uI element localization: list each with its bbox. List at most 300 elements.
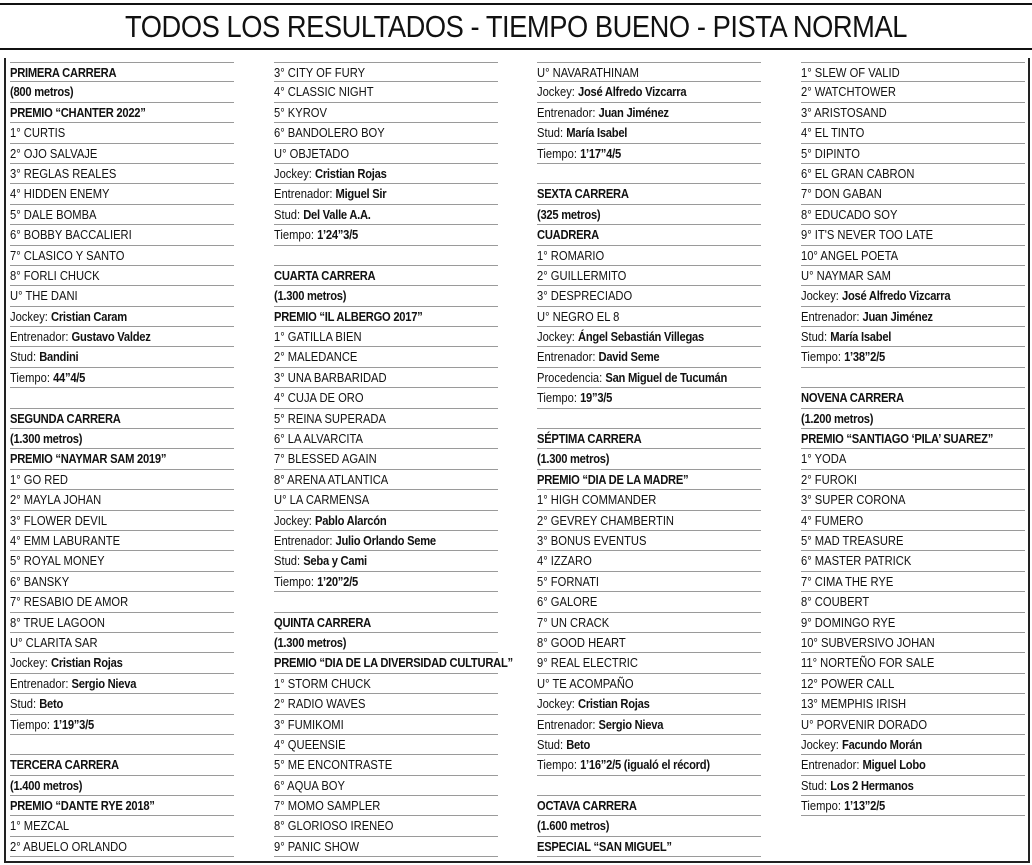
detail-value: Sergio Nieva — [71, 675, 137, 691]
finisher-row — [10, 205, 234, 225]
race-detail-row — [274, 184, 498, 204]
finisher-row — [537, 613, 761, 633]
row-text: 2° MALEDANCE — [274, 349, 358, 365]
spacer-row — [537, 409, 761, 429]
finisher-row — [10, 490, 234, 510]
finisher-row — [801, 715, 1025, 735]
row-text: 3° ARISTOSAND — [801, 104, 887, 120]
row-text: 4° HIDDEN ENEMY — [10, 186, 110, 202]
finisher-row — [801, 144, 1025, 164]
detail-label: Tiempo: — [537, 757, 581, 773]
finisher-row — [274, 82, 498, 102]
detail-value: Cristian Rojas — [51, 655, 123, 671]
row-text: 2° GEVREY CHAMBERTIN — [537, 512, 675, 528]
row-text: 10° SUBVERSIVO JOHAN — [801, 634, 935, 650]
row-text: 9° DOMINGO RYE — [801, 614, 896, 630]
race-header-text: NOVENA CARRERA — [801, 390, 904, 406]
detail-label: Stud: — [274, 553, 304, 569]
top-rule — [0, 3, 1032, 5]
detail-value: 1’38”2/5 — [844, 349, 885, 365]
finisher-row — [537, 286, 761, 306]
finisher-row — [801, 62, 1025, 82]
finisher-row — [10, 511, 234, 531]
race-detail-row — [537, 368, 761, 388]
detail-value: María Isabel — [566, 125, 628, 141]
spacer-row — [274, 592, 498, 612]
race-header-text: (1.300 metros) — [10, 431, 83, 447]
row-text: U° THE DANI — [10, 288, 78, 304]
spacer-row — [10, 735, 234, 755]
race-header-text: (1.300 metros) — [274, 634, 347, 650]
row-text: 1° SLEW OF VALID — [801, 65, 900, 80]
results-column-4 — [801, 62, 1025, 816]
spacer-row — [537, 776, 761, 796]
race-header-row — [537, 429, 761, 449]
race-detail-row — [537, 103, 761, 123]
detail-value: Gustavo Valdez — [71, 329, 151, 345]
finisher-row — [801, 633, 1025, 653]
finisher-row — [537, 551, 761, 571]
detail-label: Tiempo: — [10, 369, 54, 385]
race-header-row — [10, 796, 234, 816]
detail-value: Sergio Nieva — [598, 716, 664, 732]
row-text: 8° GLORIOSO IRENEO — [274, 818, 394, 834]
row-text: 5° DIPINTO — [801, 145, 860, 161]
race-header-row — [537, 837, 761, 857]
finisher-row — [274, 409, 498, 429]
detail-label: Entrenador: — [801, 757, 863, 773]
detail-value: Facundo Morán — [842, 736, 922, 752]
race-header-text: PRIMERA CARRERA — [10, 65, 117, 80]
finisher-row — [537, 307, 761, 327]
race-detail-row — [10, 715, 234, 735]
row-text: 6° BOBBY BACCALIERI — [10, 227, 132, 243]
row-text: 4° CLASSIC NIGHT — [274, 84, 374, 100]
finisher-row — [10, 123, 234, 143]
finisher-row — [10, 572, 234, 592]
row-text: 4° FUMERO — [801, 512, 864, 528]
race-header-row — [10, 103, 234, 123]
finisher-row — [801, 449, 1025, 469]
row-text: 8° GOOD HEART — [537, 634, 626, 650]
race-detail-row — [537, 715, 761, 735]
finisher-row — [274, 837, 498, 857]
detail-label: Entrenador: — [537, 104, 599, 120]
detail-value: María Isabel — [830, 329, 892, 345]
row-text: 7° DON GABAN — [801, 186, 882, 202]
race-detail-row — [801, 755, 1025, 775]
finisher-row — [537, 572, 761, 592]
finisher-row — [274, 776, 498, 796]
finisher-row — [274, 470, 498, 490]
detail-label: Stud: — [274, 206, 304, 222]
race-header-row — [537, 796, 761, 816]
finisher-row — [274, 62, 498, 82]
finisher-row — [10, 266, 234, 286]
row-text: U° TE ACOMPAÑO — [537, 675, 634, 691]
finisher-row — [10, 551, 234, 571]
finisher-row — [10, 837, 234, 857]
finisher-row — [274, 388, 498, 408]
finisher-row — [274, 449, 498, 469]
detail-value: San Miguel de Tucumán — [605, 369, 728, 385]
row-text: 13° MEMPHIS IRISH — [801, 696, 907, 712]
race-header-row — [274, 266, 498, 286]
row-text: 4° QUEENSIE — [274, 736, 346, 752]
finisher-row — [274, 429, 498, 449]
row-text: 5° DALE BOMBA — [10, 206, 97, 222]
race-detail-row — [274, 551, 498, 571]
row-text: U° LA CARMENSA — [274, 492, 370, 508]
race-header-text: PREMIO “DANTE RYE 2018” — [10, 798, 155, 814]
results-column-3 — [537, 62, 761, 857]
finisher-row — [274, 327, 498, 347]
race-detail-row — [274, 511, 498, 531]
detail-value: Ángel Sebastián Villegas — [578, 329, 704, 345]
finisher-row — [801, 694, 1025, 714]
race-detail-row — [537, 144, 761, 164]
race-header-row — [537, 816, 761, 836]
detail-label: Tiempo: — [274, 573, 318, 589]
race-detail-row — [801, 735, 1025, 755]
row-text: 1° MEZCAL — [10, 818, 70, 834]
race-header-row — [801, 429, 1025, 449]
detail-value: Cristian Rojas — [315, 165, 387, 181]
detail-label: Stud: — [537, 125, 567, 141]
row-text: 3° SUPER CORONA — [801, 492, 906, 508]
detail-label: Stud: — [10, 349, 40, 365]
row-text: 11° NORTEÑO FOR SALE — [801, 655, 935, 671]
finisher-row — [274, 123, 498, 143]
race-detail-row — [537, 755, 761, 775]
row-text: 4° CUJA DE ORO — [274, 390, 364, 406]
race-header-row — [274, 613, 498, 633]
finisher-row — [10, 470, 234, 490]
finisher-row — [537, 246, 761, 266]
detail-label: Entrenador: — [274, 532, 336, 548]
race-header-text: CUARTA CARRERA — [274, 267, 376, 283]
race-header-text: OCTAVA CARRERA — [537, 798, 637, 814]
row-text: 3° REGLAS REALES — [10, 165, 117, 181]
race-header-row — [274, 633, 498, 653]
row-text: 7° UN CRACK — [537, 614, 610, 630]
race-header-text: PREMIO “NAYMAR SAM 2019” — [10, 451, 167, 467]
row-text: 5° MAD TREASURE — [801, 532, 904, 548]
race-detail-row — [537, 735, 761, 755]
detail-value: Del Valle A.A. — [303, 206, 371, 222]
finisher-row — [801, 123, 1025, 143]
finisher-row — [274, 347, 498, 367]
title-rule — [0, 48, 1032, 50]
detail-value: 1’19”3/5 — [53, 716, 94, 732]
row-text: 2° GUILLERMITO — [537, 267, 627, 283]
row-text: 5° KYROV — [274, 104, 327, 120]
detail-value: 19”3/5 — [580, 390, 613, 406]
race-header-text: CUADRERA — [537, 227, 599, 243]
row-text: 4° EL TINTO — [801, 125, 865, 141]
detail-value: 1’13”2/5 — [844, 798, 885, 814]
detail-label: Stud: — [801, 777, 831, 793]
row-text: U° OBJETADO — [274, 145, 350, 161]
row-text: 8° EDUCADO SOY — [801, 206, 898, 222]
detail-label: Jockey: — [10, 655, 52, 671]
finisher-row — [274, 735, 498, 755]
row-text: 6° GALORE — [537, 594, 598, 610]
row-text: 5° ME ENCONTRASTE — [274, 757, 393, 773]
race-header-row — [10, 82, 234, 102]
finisher-row — [274, 816, 498, 836]
race-detail-row — [801, 796, 1025, 816]
row-text: 10° ANGEL POETA — [801, 247, 899, 263]
spacer-row — [10, 388, 234, 408]
race-header-text: PREMIO “CHANTER 2022” — [10, 104, 146, 120]
finisher-row — [537, 592, 761, 612]
finisher-row — [10, 633, 234, 653]
race-header-text: (1.600 metros) — [537, 818, 610, 834]
race-header-row — [274, 307, 498, 327]
race-header-text: SEGUNDA CARRERA — [10, 410, 121, 426]
spacer-row — [274, 246, 498, 266]
race-header-row — [274, 286, 498, 306]
row-text: 1° CURTIS — [10, 125, 66, 141]
finisher-row — [801, 103, 1025, 123]
detail-label: Jockey: — [537, 329, 579, 345]
row-text: 4° EMM LABURANTE — [10, 532, 121, 548]
row-text: 6° EL GRAN CABRON — [801, 165, 915, 181]
row-text: 6° BANSKY — [10, 573, 70, 589]
detail-value: José Alfredo Vizcarra — [842, 288, 951, 304]
spacer-row — [801, 368, 1025, 388]
race-header-row — [10, 62, 234, 82]
detail-label: Jockey: — [801, 288, 843, 304]
race-detail-row — [537, 388, 761, 408]
race-header-row — [10, 429, 234, 449]
race-header-row — [537, 470, 761, 490]
row-text: 6° AQUA BOY — [274, 777, 345, 793]
race-detail-row — [10, 368, 234, 388]
results-column-2 — [274, 62, 513, 857]
row-text: 1° HIGH COMMANDER — [537, 492, 657, 508]
detail-value: 1’17”4/5 — [580, 145, 621, 161]
detail-value: Cristian Rojas — [578, 696, 650, 712]
race-detail-row — [801, 327, 1025, 347]
detail-label: Tiempo: — [801, 798, 845, 814]
detail-value: Bandini — [39, 349, 79, 365]
finisher-row — [274, 144, 498, 164]
detail-label: Tiempo: — [10, 716, 54, 732]
race-detail-row — [801, 307, 1025, 327]
detail-value: Pablo Alarcón — [315, 512, 387, 528]
race-header-text: PREMIO “DIA DE LA DIVERSIDAD CULTURAL” — [274, 655, 513, 671]
row-text: 1° STORM CHUCK — [274, 675, 371, 691]
spacer-row — [537, 164, 761, 184]
row-text: 2° MAYLA JOHAN — [10, 492, 102, 508]
race-detail-row — [274, 205, 498, 225]
race-header-row — [537, 205, 761, 225]
row-text: 5° ROYAL MONEY — [10, 553, 105, 569]
finisher-row — [274, 715, 498, 735]
row-text: 2° FUROKI — [801, 471, 858, 487]
finisher-row — [274, 103, 498, 123]
finisher-row — [801, 572, 1025, 592]
row-text: 7° MOMO SAMPLER — [274, 798, 381, 814]
race-detail-row — [801, 286, 1025, 306]
race-header-row — [274, 653, 513, 673]
race-header-row — [537, 184, 761, 204]
detail-label: Tiempo: — [537, 390, 581, 406]
row-text: U° NAVARATHINAM — [537, 65, 639, 80]
finisher-row — [537, 490, 761, 510]
row-text: U° NEGRO EL 8 — [537, 308, 620, 324]
race-header-text: PREMIO “SANTIAGO ‘PILA’ SUAREZ” — [801, 431, 994, 447]
row-text: 6° LA ALVARCITA — [274, 431, 363, 447]
finisher-row — [10, 246, 234, 266]
finisher-row — [801, 674, 1025, 694]
row-text: 3° BONUS EVENTUS — [537, 532, 647, 548]
finisher-row — [10, 531, 234, 551]
detail-value: Cristian Caram — [51, 308, 127, 324]
race-header-text: ESPECIAL “SAN MIGUEL” — [537, 838, 672, 854]
finisher-row — [537, 62, 761, 82]
race-header-text: (325 metros) — [537, 206, 601, 222]
race-header-text: (1.300 metros) — [537, 451, 610, 467]
finisher-row — [537, 266, 761, 286]
row-text: 8° TRUE LAGOON — [10, 614, 105, 630]
race-header-row — [537, 225, 761, 245]
detail-label: Stud: — [537, 736, 567, 752]
detail-value: David Seme — [598, 349, 660, 365]
detail-value: 44”4/5 — [53, 369, 86, 385]
finisher-row — [274, 755, 498, 775]
race-header-text: SÉPTIMA CARRERA — [537, 431, 642, 447]
finisher-row — [537, 511, 761, 531]
finisher-row — [801, 164, 1025, 184]
detail-value: Los 2 Hermanos — [830, 777, 914, 793]
row-text: 8° FORLI CHUCK — [10, 267, 100, 283]
row-text: 8° COUBERT — [801, 594, 870, 610]
row-text: 7° CLASICO Y SANTO — [10, 247, 125, 263]
finisher-row — [537, 674, 761, 694]
detail-label: Jockey: — [274, 165, 316, 181]
detail-value: 1’24”3/5 — [317, 227, 358, 243]
race-detail-row — [537, 694, 761, 714]
detail-label: Tiempo: — [801, 349, 845, 365]
finisher-row — [801, 266, 1025, 286]
race-header-text: (1.300 metros) — [274, 288, 347, 304]
row-text: 1° YODA — [801, 451, 847, 467]
race-header-text: (1.400 metros) — [10, 777, 83, 793]
row-text: 1° ROMARIO — [537, 247, 605, 263]
row-text: 2° ABUELO ORLANDO — [10, 838, 127, 854]
finisher-row — [801, 184, 1025, 204]
race-header-row — [10, 409, 234, 429]
row-text: 7° RESABIO DE AMOR — [10, 594, 129, 610]
row-text: 5° FORNATI — [537, 573, 600, 589]
detail-value: Beto — [566, 736, 591, 752]
row-text: 9° PANIC SHOW — [274, 838, 360, 854]
row-text: 1° GATILLA BIEN — [274, 329, 362, 345]
race-detail-row — [801, 776, 1025, 796]
finisher-row — [801, 531, 1025, 551]
race-header-text: PREMIO “IL ALBERGO 2017” — [274, 308, 423, 324]
detail-value: José Alfredo Vizcarra — [578, 84, 687, 100]
finisher-row — [10, 184, 234, 204]
race-detail-row — [10, 347, 234, 367]
detail-label: Tiempo: — [537, 145, 581, 161]
race-header-text: (1.200 metros) — [801, 410, 874, 426]
race-header-row — [801, 388, 1025, 408]
finisher-row — [801, 653, 1025, 673]
finisher-row — [537, 633, 761, 653]
finisher-row — [10, 613, 234, 633]
finisher-row — [801, 82, 1025, 102]
race-detail-row — [10, 674, 234, 694]
detail-value: 1’20”2/5 — [317, 573, 358, 589]
detail-value: Beto — [39, 696, 64, 712]
race-detail-row — [274, 225, 498, 245]
row-text: 12° POWER CALL — [801, 675, 895, 691]
finisher-row — [801, 511, 1025, 531]
race-header-row — [10, 449, 234, 469]
race-detail-row — [801, 347, 1025, 367]
race-detail-row — [10, 653, 234, 673]
detail-label: Stud: — [10, 696, 40, 712]
row-text: 9° IT'S NEVER TOO LATE — [801, 227, 934, 243]
detail-label: Entrenador: — [274, 186, 336, 202]
row-text: 8° ARENA ATLANTICA — [274, 471, 389, 487]
finisher-row — [10, 286, 234, 306]
finisher-row — [801, 551, 1025, 571]
finisher-row — [801, 613, 1025, 633]
finisher-row — [10, 816, 234, 836]
row-text: 7° BLESSED AGAIN — [274, 451, 377, 467]
detail-label: Entrenador: — [537, 349, 599, 365]
finisher-row — [801, 490, 1025, 510]
detail-label: Jockey: — [537, 696, 579, 712]
row-text: 5° REINA SUPERADA — [274, 410, 386, 426]
race-detail-row — [537, 327, 761, 347]
finisher-row — [537, 653, 761, 673]
finisher-row — [274, 694, 498, 714]
detail-label: Procedencia: — [537, 369, 606, 385]
row-text: 3° CITY OF FURY — [274, 65, 366, 80]
race-header-row — [10, 776, 234, 796]
detail-label: Jockey: — [801, 736, 843, 752]
detail-value: Miguel Sir — [335, 186, 387, 202]
finisher-row — [274, 796, 498, 816]
row-text: 3° FUMIKOMI — [274, 716, 344, 732]
page-title: TODOS LOS RESULTADOS - TIEMPO BUENO - PISTA NORMAL — [125, 9, 907, 44]
race-detail-row — [537, 347, 761, 367]
row-text: U° NAYMAR SAM — [801, 267, 891, 283]
race-detail-row — [537, 123, 761, 143]
race-detail-row — [10, 307, 234, 327]
finisher-row — [801, 205, 1025, 225]
finisher-row — [537, 531, 761, 551]
row-text: 6° BANDOLERO BOY — [274, 125, 385, 141]
row-text: 3° UNA BARBARIDAD — [274, 369, 387, 385]
detail-value: Juan Jiménez — [598, 104, 669, 120]
race-detail-row — [10, 327, 234, 347]
race-detail-row — [537, 82, 761, 102]
row-text: 2° WATCHTOWER — [801, 84, 896, 100]
row-text: 1° GO RED — [10, 471, 68, 487]
row-text: U° PORVENIR DORADO — [801, 716, 928, 732]
detail-label: Tiempo: — [274, 227, 318, 243]
results-column-1 — [10, 62, 234, 857]
race-header-text: TERCERA CARRERA — [10, 757, 119, 773]
detail-label: Stud: — [801, 329, 831, 345]
